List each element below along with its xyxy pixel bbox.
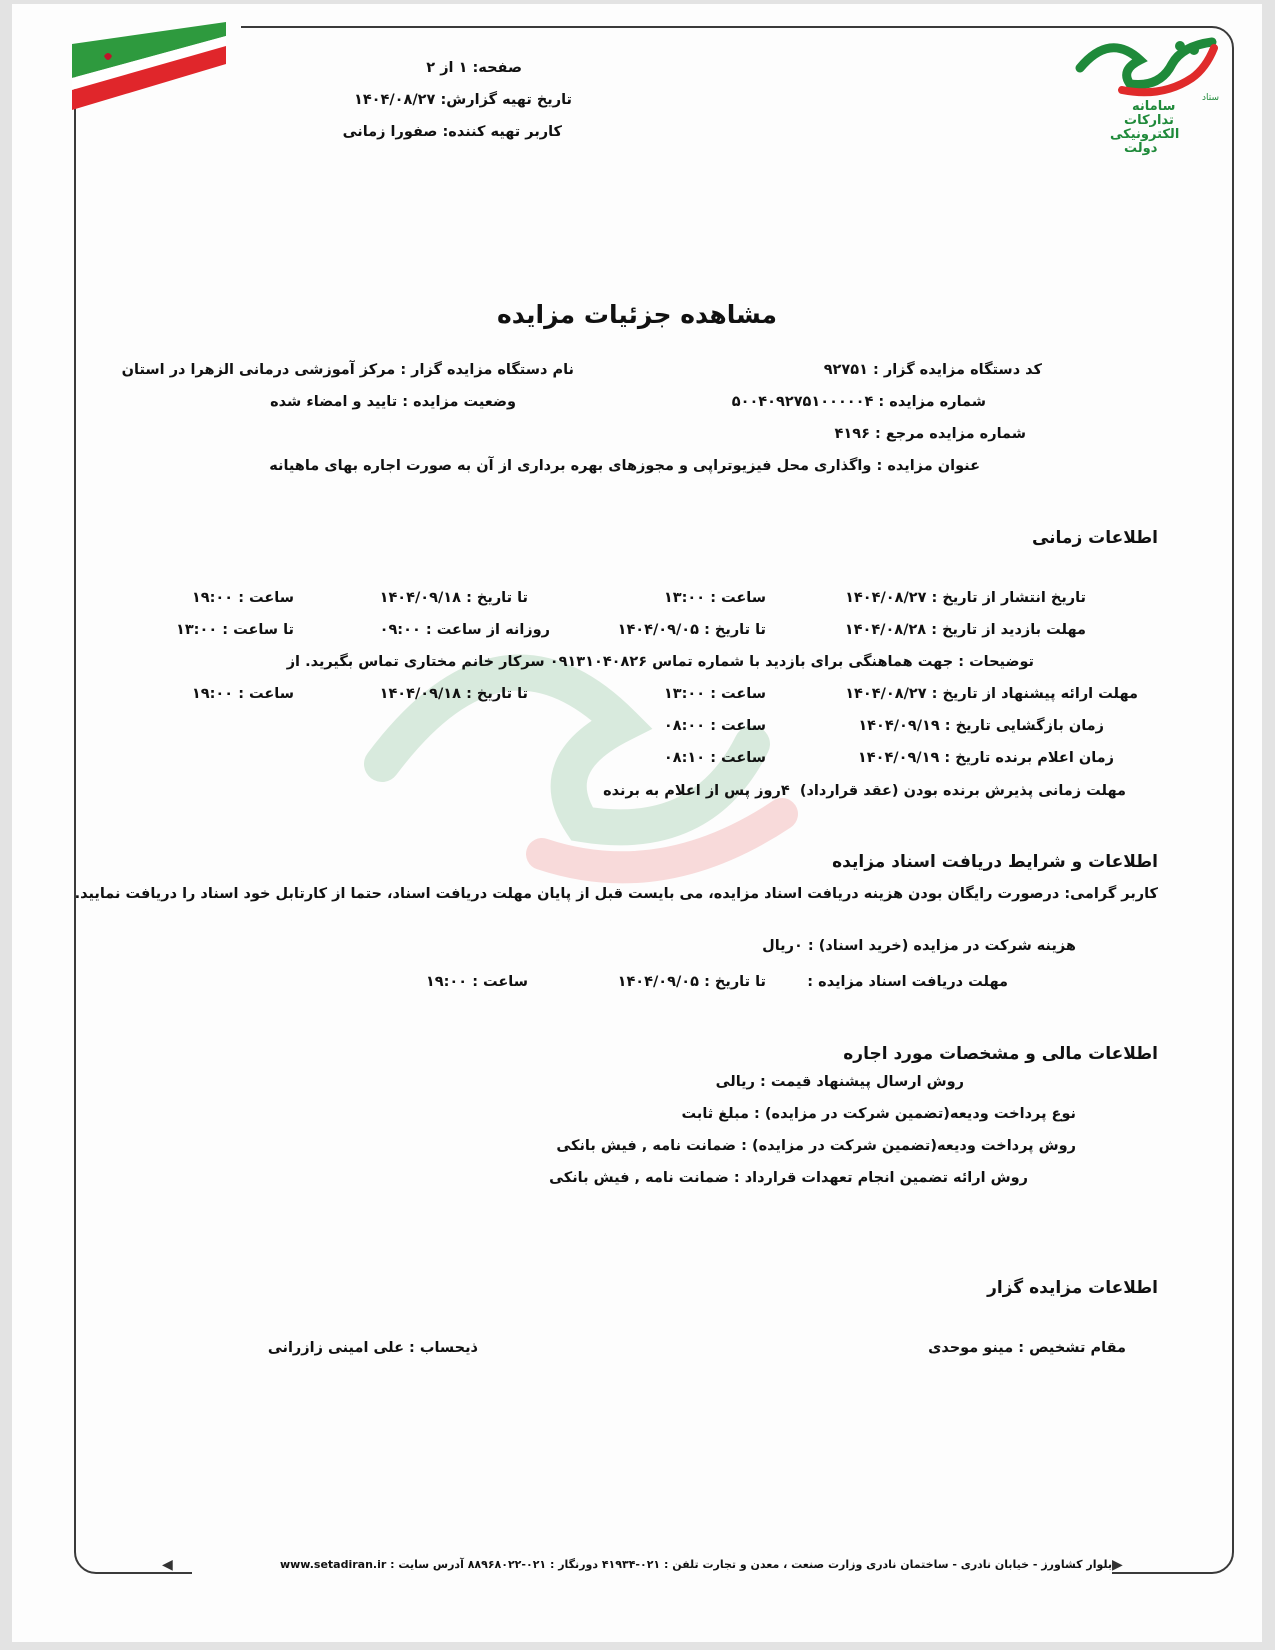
page-title: مشاهده جزئیات مزایده: [496, 300, 778, 329]
visit-daily-to: تا ساعت : ۱۳:۰۰: [175, 622, 294, 638]
footer-address: بلوار کشاورز - خیابان نادری - ساختمان نادری وزارت صنعت ، معدن و تجارت تلفن : ۰۲۱-۴۱۹۳۴ دورنگار : ۰۲۱-۸۸۹۶۸۰۲۲ آدرس سایت : www.setadiran.ir: [279, 1558, 1112, 1571]
docs-deadline-label: مهلت دریافت اسناد مزایده :: [807, 974, 1008, 990]
section-heading-organizer: اطلاعات مزایده گزار: [987, 1278, 1158, 1298]
offer-method: روش ارسال پیشنهاد قیمت : ریالی: [715, 1074, 964, 1090]
authority: مقام تشخیص : مینو موحدی: [928, 1340, 1126, 1356]
arrow-right-icon: ▶: [1112, 1557, 1123, 1573]
guarantee-method: روش ارائه تضمین انجام تعهدات قرارداد : ضمانت نامه , فیش بانکی: [549, 1170, 1028, 1186]
publish-from: تاریخ انتشار از تاریخ : ۱۴۰۴/۰۸/۲۷: [845, 590, 1086, 606]
accountant: ذیحساب : علی امینی زازرانی: [267, 1340, 478, 1356]
iran-flag-icon: [66, 22, 241, 132]
visit-description: توضیحات : جهت هماهنگی برای بازدید با شماره تماس ۰۹۱۳۱۰۴۰۸۲۶ سرکار خانم مختاری تماس بگیرید. از: [286, 654, 1034, 670]
docs-deadline-to: تا تاریخ : ۱۴۰۴/۰۹/۰۵: [617, 974, 766, 990]
device-name: نام دستگاه مزایده گزار : مرکز آموزشی درمانی الزهرا در استان: [121, 362, 574, 378]
deposit-method: روش پرداخت ودیعه(تضمین شرکت در مزایده) : ضمانت نامه , فیش بانکی: [556, 1138, 1076, 1154]
device-code: کد دستگاه مزایده گزار : ۹۲۷۵۱: [823, 362, 1042, 378]
winner-time: ساعت : ۰۸:۱۰: [663, 750, 766, 766]
publish-to: تا تاریخ : ۱۴۰۴/۰۹/۱۸: [379, 590, 528, 606]
report-date: تاریخ تهیه گزارش: ۱۴۰۴/۰۸/۲۷: [353, 92, 572, 108]
logo-caption-2: تدارکات: [1124, 113, 1174, 128]
docs-deadline-time: ساعت : ۱۹:۰۰: [425, 974, 528, 990]
auction-status: وضعیت مزایده : تایید و امضاء شده: [270, 394, 516, 410]
docs-notice: کاربر گرامی: درصورت رایگان بودن هزینه دریافت اسناد مزایده، می بایست قبل از پایان مهلت دریافت اسناد، حتما از کارتابل خود اسناد را دریافت نمایید.: [74, 886, 1158, 902]
visit-from: مهلت بازدید از تاریخ : ۱۴۰۴/۰۸/۲۸: [844, 622, 1086, 638]
arrow-left-icon: ◀: [162, 1557, 173, 1573]
offer-to: تا تاریخ : ۱۴۰۴/۰۹/۱۸: [379, 686, 528, 702]
footer: [192, 1558, 1112, 1576]
publish-time-2: ساعت : ۱۹:۰۰: [191, 590, 294, 606]
opening-date: زمان بازگشایی تاریخ : ۱۴۰۴/۰۹/۱۹: [858, 718, 1104, 734]
document-page: [12, 4, 1262, 1642]
logo-caption-1: سامانه: [1132, 99, 1176, 114]
visit-daily-from: روزانه از ساعت : ۰۹:۰۰: [379, 622, 550, 638]
section-heading-finance: اطلاعات مالی و مشخصات مورد اجاره: [843, 1044, 1158, 1064]
publish-time-1: ساعت : ۱۳:۰۰: [663, 590, 766, 606]
setad-logo: [1062, 28, 1242, 168]
visit-to: تا تاریخ : ۱۴۰۴/۰۹/۰۵: [617, 622, 766, 638]
logo-caption-4: دولت: [1124, 141, 1158, 156]
offer-time-1: ساعت : ۱۳:۰۰: [663, 686, 766, 702]
winner-date: زمان اعلام برنده تاریخ : ۱۴۰۴/۰۹/۱۹: [857, 750, 1114, 766]
section-heading-time: اطلاعات زمانی: [1031, 528, 1158, 548]
logo-caption-3: الکترونیکی: [1110, 127, 1180, 142]
opening-time: ساعت : ۰۸:۰۰: [663, 718, 766, 734]
deposit-type: نوع پرداخت ودیعه(تضمین شرکت در مزایده) : مبلغ ثابت: [681, 1106, 1076, 1122]
docs-fee: هزینه شرکت در مزایده (خرید اسناد) : ۰ریال: [762, 938, 1076, 954]
auction-subject: عنوان مزایده : واگذاری محل فیزیوتراپی و مجوزهای بهره برداری از آن به صورت اجاره بهای ماهیانه: [269, 458, 980, 474]
auction-number: شماره مزایده : ۵۰۰۴۰۹۲۷۵۱۰۰۰۰۰۴: [731, 394, 986, 410]
acceptance-deadline: مهلت زمانی پذیرش برنده بودن (عقد قرارداد) ۴روز پس از اعلام به برنده: [603, 783, 1126, 799]
offer-from: مهلت ارائه پیشنهاد از تاریخ : ۱۴۰۴/۰۸/۲۷: [845, 686, 1138, 702]
ref-number: شماره مزایده مرجع : ۴۱۹۶: [834, 426, 1026, 442]
section-heading-docs: اطلاعات و شرایط دریافت اسناد مزایده: [832, 852, 1158, 872]
offer-time-2: ساعت : ۱۹:۰۰: [191, 686, 294, 702]
report-user: کاربر تهیه کننده: صفورا زمانی: [342, 124, 562, 140]
logo-brand-glyphs: ستاد: [1202, 93, 1220, 103]
page-number: صفحه: ۱ از ۲: [426, 60, 522, 76]
